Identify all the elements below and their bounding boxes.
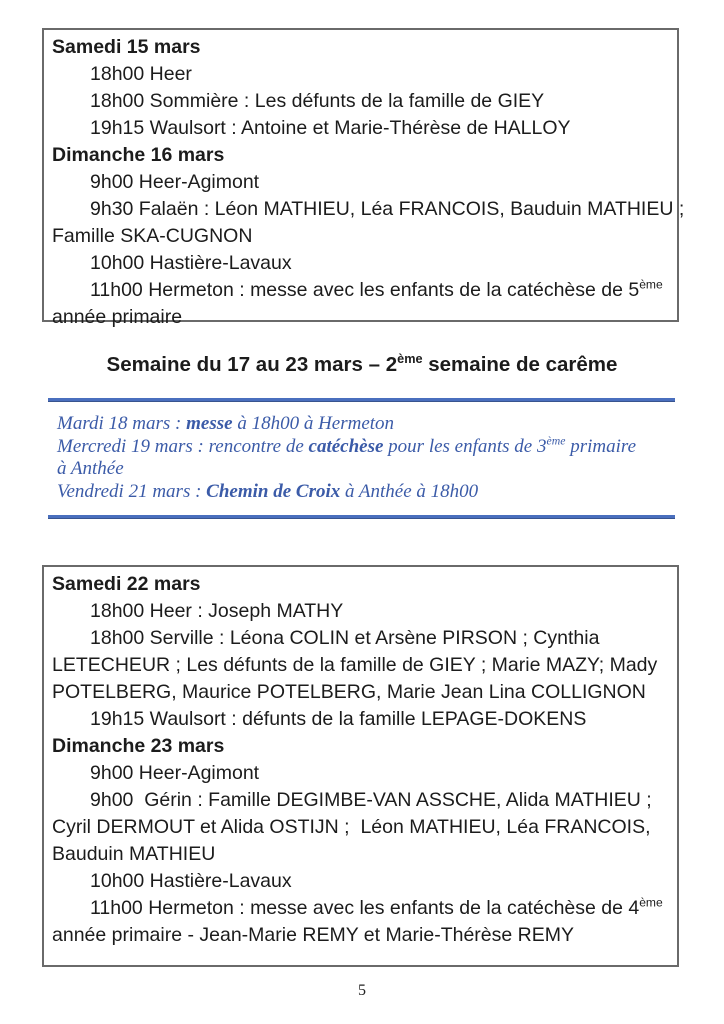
divider-top — [48, 398, 675, 402]
page-number: 5 — [358, 982, 366, 999]
text-segment: ème — [397, 351, 423, 367]
text-segment: 18h00 Sommière : Les défunts de la famille de GIEY — [90, 90, 545, 112]
text-segment: 9h00 Gérin : Famille DEGIMBE-VAN ASSCHE, Alida MATHIEU ; — [90, 789, 652, 811]
week-heading — [0, 351, 724, 378]
schedule-line — [52, 841, 669, 868]
schedule-day-header — [52, 34, 669, 61]
text-segment: LETECHEUR ; Les défunts de la famille de GIEY ; Marie MAZY; Mady — [52, 654, 658, 676]
schedule-line — [52, 61, 669, 88]
text-segment: à Anthée — [57, 458, 124, 479]
text-segment: 18h00 Serville : Léona COLIN et Arsène PIRSON ; Cynthia — [90, 627, 600, 649]
text-segment: Vendredi 21 mars : — [57, 480, 207, 502]
text-segment: Dimanche 16 mars — [52, 144, 225, 166]
schedule-line — [52, 760, 669, 787]
schedule-line — [52, 895, 669, 922]
event-line — [57, 458, 675, 481]
schedule-line — [52, 706, 669, 733]
text-segment: ème — [639, 895, 663, 910]
text-segment: primaire — [565, 435, 636, 457]
text-segment: Bauduin MATHIEU — [52, 843, 216, 865]
text-segment: 19h15 Waulsort : Antoine et Marie-Thérèse de HALLOY — [90, 117, 571, 139]
weekday-events — [48, 413, 675, 503]
text-segment: 11h00 Hermeton : messe avec les enfants de la catéchèse de 5 — [90, 279, 640, 301]
text-segment: 9h30 Falaën : Léon MATHIEU, Léa FRANCOIS, Bauduin MATHIEU ; — [90, 198, 685, 220]
text-segment: semaine de carême — [422, 353, 618, 376]
schedule-day-header — [52, 142, 669, 169]
text-segment: ème — [639, 277, 663, 292]
text-segment: à Anthée à 18h00 — [340, 480, 479, 502]
schedule-box-week2 — [42, 565, 679, 967]
schedule-day-header — [52, 733, 669, 760]
text-segment: à 18h00 à Hermeton — [232, 413, 395, 434]
schedule-line — [52, 196, 685, 223]
text-segment: Famille SKA-CUGNON — [52, 225, 253, 247]
schedule-line — [52, 169, 669, 196]
text-segment: Chemin de Croix — [206, 480, 341, 502]
schedule-line — [52, 814, 669, 841]
text-segment: 10h00 Hastière-Lavaux — [90, 870, 292, 892]
schedule-line — [52, 625, 669, 652]
text-segment: Semaine du 17 au 23 mars – 2 — [106, 353, 398, 376]
text-segment: 10h00 Hastière-Lavaux — [90, 252, 292, 274]
schedule-line — [52, 88, 669, 115]
schedule-day-header — [52, 571, 669, 598]
schedule-line — [52, 250, 669, 277]
schedule-line — [52, 598, 669, 625]
text-segment: 18h00 Heer : Joseph MATHY — [90, 600, 344, 622]
schedule-box-week1 — [42, 28, 685, 328]
schedule-line — [52, 922, 669, 949]
text-segment: POTELBERG, Maurice POTELBERG, Marie Jean Lina COLLIGNON — [52, 681, 646, 703]
schedule-line — [52, 304, 669, 331]
divider-bottom — [48, 515, 675, 519]
text-segment: catéchèse — [308, 435, 384, 457]
text-segment: année primaire — [52, 306, 183, 328]
text-segment: Samedi 22 mars — [52, 573, 201, 595]
text-segment: 19h15 Waulsort : défunts de la famille LEPAGE-DOKENS — [90, 708, 587, 730]
event-line — [57, 413, 675, 436]
schedule-line — [52, 787, 669, 814]
schedule-line — [52, 868, 669, 895]
text-segment: messe — [186, 413, 233, 434]
schedule-line — [52, 115, 669, 142]
text-segment: Dimanche 23 mars — [52, 735, 225, 757]
text-segment: année primaire - Jean-Marie REMY et Marie-Thérèse REMY — [52, 924, 574, 946]
text-segment: pour les enfants de 3 — [383, 435, 547, 457]
schedule-line — [52, 679, 669, 706]
text-segment: Mardi 18 mars : — [57, 413, 187, 434]
text-segment: Cyril DERMOUT et Alida OSTIJN ; Léon MATHIEU, Léa FRANCOIS, — [52, 816, 651, 838]
schedule-line — [52, 652, 669, 679]
text-segment: Samedi 15 mars — [52, 36, 201, 58]
text-segment: 11h00 Hermeton : messe avec les enfants de la catéchèse de 4 — [90, 897, 640, 919]
text-segment: Mercredi 19 mars : rencontre de — [57, 435, 309, 457]
text-segment: 9h00 Heer-Agimont — [90, 171, 260, 193]
event-line — [57, 481, 675, 504]
schedule-line — [52, 277, 669, 304]
text-segment: ème — [546, 434, 566, 448]
text-segment: 18h00 Heer — [90, 63, 192, 85]
text-segment: 9h00 Heer-Agimont — [90, 762, 260, 784]
schedule-line — [52, 223, 669, 250]
event-line — [57, 436, 675, 459]
